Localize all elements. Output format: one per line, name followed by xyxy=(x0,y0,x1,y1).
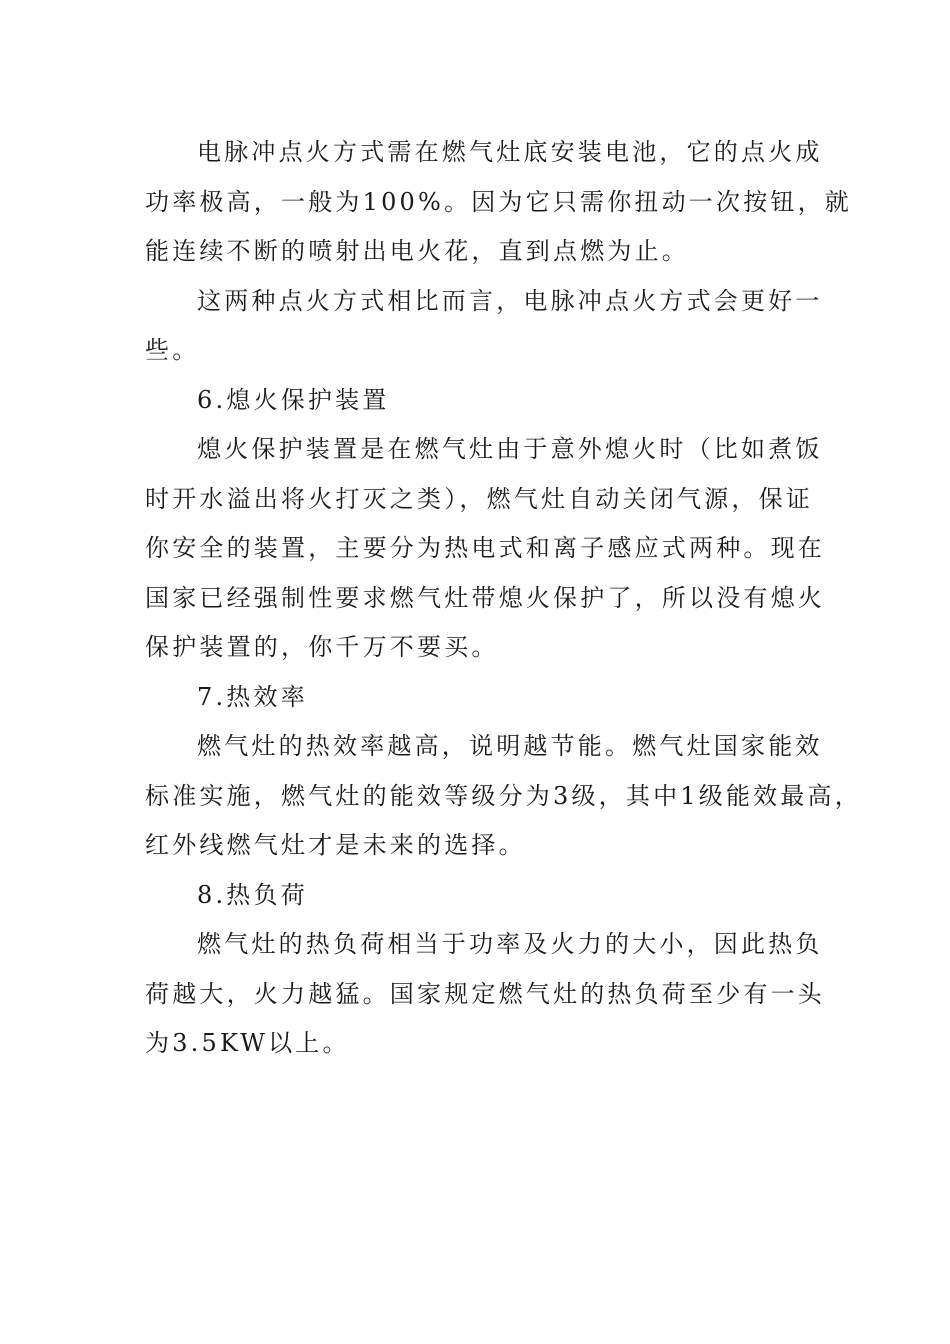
text-line: 电脉冲点火方式需在燃气灶底安装电池，它的点火成 xyxy=(197,138,823,166)
text-line: 保护装置的，你千万不要买。 xyxy=(145,633,499,661)
text-line: 熄火保护装置是在燃气灶由于意外熄火时（比如煮饭 xyxy=(197,435,823,463)
text-line: 燃气灶的热负荷相当于功率及火力的大小，因此热负 xyxy=(197,930,823,958)
text-line: 国家已经强制性要求燃气灶带熄火保护了，所以没有熄火 xyxy=(145,583,825,612)
text-line: 为3.5KW以上。 xyxy=(145,1029,350,1057)
text-line: 燃气灶的热效率越高，说明越节能。燃气灶国家能效 xyxy=(197,732,823,760)
text-line: 红外线燃气灶才是未来的选择。 xyxy=(145,831,526,859)
section-heading: 8.热负荷 xyxy=(197,880,308,909)
text-line: 能连续不断的喷射出电火花，直到点燃为止。 xyxy=(145,237,689,265)
text-line: 时开水溢出将火打灭之类），燃气灶自动关闭气源，保证 xyxy=(145,484,813,513)
text-line: 标准实施，燃气灶的能效等级分为3级，其中1级能效最高， xyxy=(145,781,862,810)
text-line: 这两种点火方式相比而言，电脉冲点火方式会更好一 xyxy=(197,286,823,315)
text-line: 你安全的装置，主要分为热电式和离子感应式两种。现在 xyxy=(145,534,825,562)
text-line: 功率极高，一般为100%。因为它只需你扭动一次按钮，就 xyxy=(145,187,853,216)
text-line: 荷越大，火力越猛。国家规定燃气灶的热负荷至少有一头 xyxy=(145,979,825,1008)
section-heading: 6.熄火保护装置 xyxy=(197,385,390,414)
document-page xyxy=(145,128,862,1069)
section-heading: 7.热效率 xyxy=(197,682,308,711)
text-line: 些。 xyxy=(145,336,200,364)
